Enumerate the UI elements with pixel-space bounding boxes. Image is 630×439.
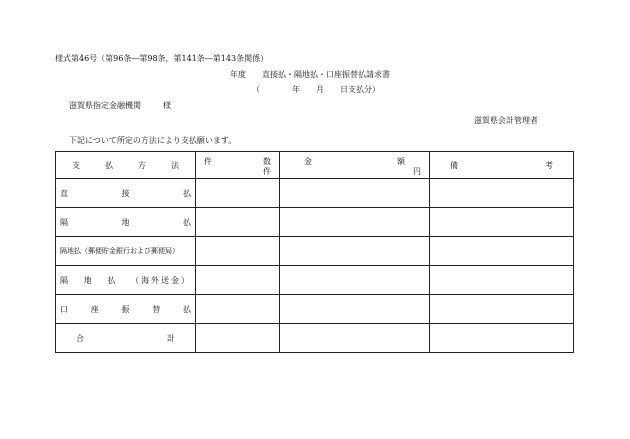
payment-period: （ 年 月 日支払分） (252, 85, 380, 94)
addressee-honorific: 様 (163, 101, 171, 110)
remarks-cell[interactable] (430, 295, 574, 324)
amount-cell[interactable] (280, 208, 430, 237)
row-label-remote-postal: 隔地払（郵便貯金銀行および郵便局） (56, 237, 196, 266)
remarks-cell[interactable] (430, 324, 574, 353)
remarks-cell[interactable] (430, 237, 574, 266)
header-amount: 金 額 円 (280, 152, 430, 179)
row-label-remote-overseas: 隔 地 払 （海外送金） (56, 266, 196, 295)
row-label-direct: 直 接 払 (56, 179, 196, 208)
remarks-cell[interactable] (430, 266, 574, 295)
issuer: 滋賀県会計管理者 (474, 116, 538, 125)
amount-unit: 円 (413, 167, 421, 176)
row-label-total: 合 計 (56, 324, 196, 353)
count-cell[interactable] (196, 208, 280, 237)
table-row (56, 324, 574, 353)
table-row (56, 266, 574, 295)
document-title: 年度 直接払・隔地払・口座振替払請求書 (230, 70, 390, 79)
table-header-row (56, 152, 574, 179)
intro-text: 下記について所定の方法により支払願います。 (69, 136, 237, 145)
count-cell[interactable] (196, 295, 280, 324)
amount-cell[interactable] (280, 324, 430, 353)
amount-cell[interactable] (280, 295, 430, 324)
payment-request-table (55, 151, 574, 353)
table-row (56, 208, 574, 237)
addressee-name: 滋賀県指定金融機関 (69, 101, 141, 110)
header-method: 支 払 方 法 (56, 152, 196, 179)
table-row (56, 295, 574, 324)
addressee (69, 101, 171, 111)
row-label-account-transfer: 口 座 振 替 払 (56, 295, 196, 324)
form-number: 様式第46号（第96条―第98条，第141条―第143条関係） (55, 54, 269, 63)
header-remarks: 備 考 (430, 152, 574, 179)
table-row (56, 179, 574, 208)
amount-cell[interactable] (280, 179, 430, 208)
table-row (56, 237, 574, 266)
header-count: 件 数 件 (196, 152, 280, 179)
count-unit: 件 (263, 167, 271, 176)
count-cell[interactable] (196, 237, 280, 266)
amount-cell[interactable] (280, 237, 430, 266)
count-cell[interactable] (196, 324, 280, 353)
remarks-cell[interactable] (430, 208, 574, 237)
remarks-cell[interactable] (430, 179, 574, 208)
row-label-remote: 隔 地 払 (56, 208, 196, 237)
count-cell[interactable] (196, 179, 280, 208)
count-cell[interactable] (196, 266, 280, 295)
amount-cell[interactable] (280, 266, 430, 295)
